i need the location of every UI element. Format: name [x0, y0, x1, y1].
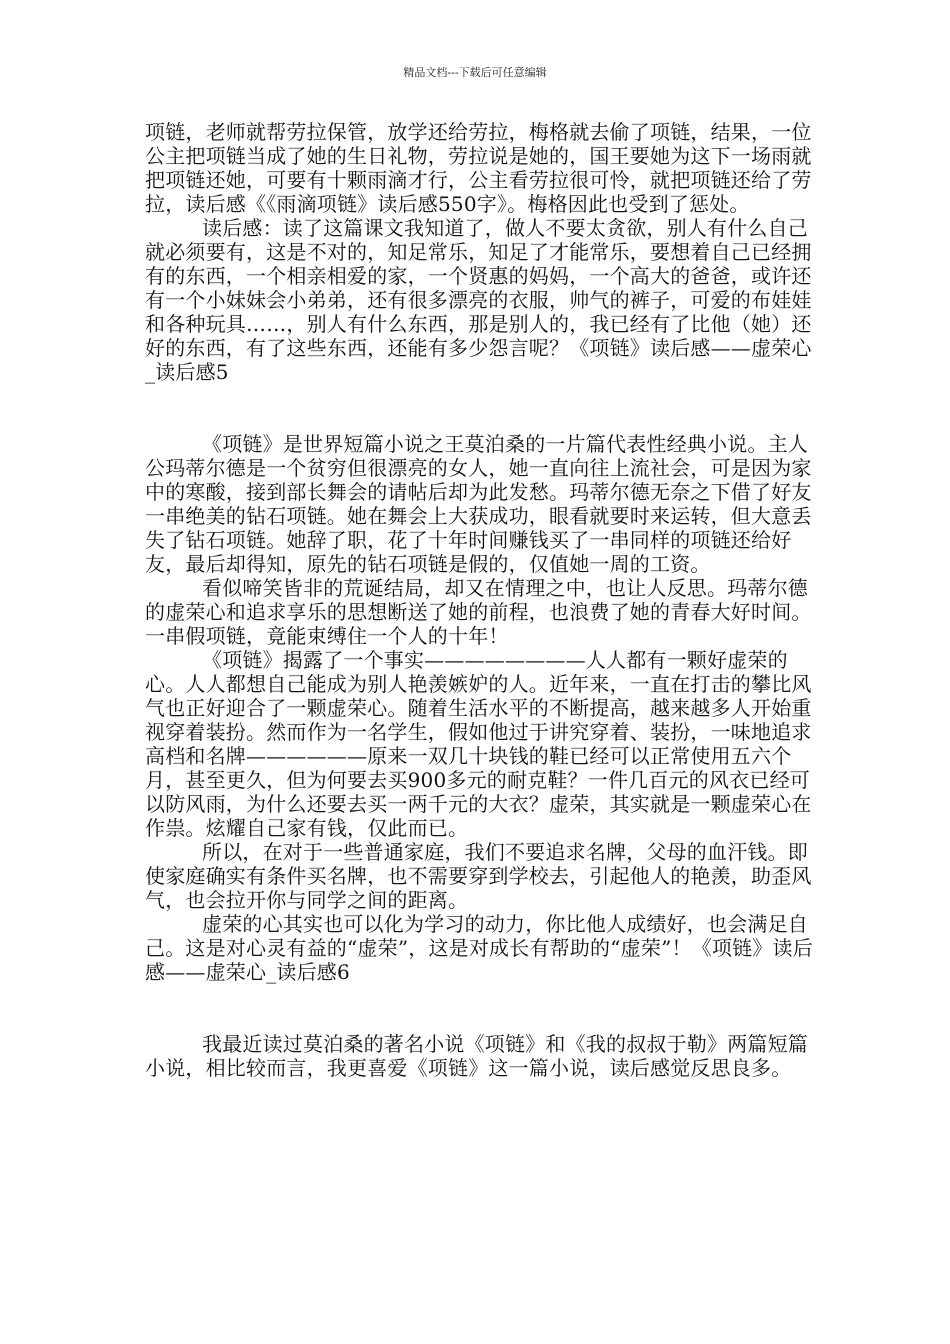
- paragraph-2: 读后感：读了这篇课文我知道了，做人不要太贪欲，别人有什么自己就必须要有，这是不对的，知足常乐，知足了才能常乐，要想着自己已经拥有的东西，一个相亲相爱的家，一个贤惠的妈妈，一个高大的爸爸，或许还有一个小妹妹会小弟弟，还有很多漂亮的衣服，帅气的裤子，可爱的布娃娃和各种玩具……，别人有什么东西，那是别人的，我已经有了比他（她）还好的东西，有了这些东西，还能有多少怨言呢？《项链》读后感——虚荣心_读后感5: [145, 216, 812, 384]
- paragraph-4: 看似啼笑皆非的荒诞结局，却又在情理之中，也让人反思。玛蒂尔德的虚荣心和追求享乐的思想断送了她的前程，也浪费了她的青春大好时间。一串假项链，竟能束缚住一个人的十年！: [145, 576, 812, 648]
- paragraph-1: 项链，老师就帮劳拉保管，放学还给劳拉，梅格就去偷了项链，结果，一位公主把项链当成了她的生日礼物，劳拉说是她的，国王要她为这下一场雨就把项链还她，可要有十颗雨滴才行，公主看劳拉很可怜，就把项链还给了劳拉，读后感《《雨滴项链》读后感550字》。梅格因此也受到了惩处。: [145, 120, 812, 216]
- page-header: 精品文档---下载后可任意编辑: [403, 66, 547, 79]
- paragraph-3: 《项链》是世界短篇小说之王莫泊桑的一片篇代表性经典小说。主人公玛蒂尔德是一个贫穷但很漂亮的女人，她一直向往上流社会，可是因为家中的寒酸，接到部长舞会的请帖后却为此发愁。玛蒂尔德无奈之下借了好友一串绝美的钻石项链。她在舞会上大获成功，眼看就要时来运转，但大意丢失了钻石项链。她辞了职，花了十年时间赚钱买了一串同样的项链还给好友，最后却得知，原先的钻石项链是假的，仅值她一周的工资。: [145, 432, 812, 576]
- paragraph-5: 《项链》揭露了一个事实————————人人都有一颗好虚荣的心。人人都想自己能成为别人艳羡嫉妒的人。近年来，一直在打击的攀比风气也正好迎合了一颗虚荣心。随着生活水平的不断提高，越来越多人开始重视穿着装扮。然而作为一名学生，假如他过于讲究穿着、装扮，一味地追求高档和名牌——————原来一双几十块钱的鞋已经可以正常使用五六个月，甚至更久，但为何要去买900多元的耐克鞋？一件几百元的风衣已经可以防风雨，为什么还要去买一两千元的大衣？虚荣，其实就是一颗虚荣心在作祟。炫耀自己家有钱，仅此而已。: [145, 648, 812, 840]
- paragraph-6: 所以，在对于一些普通家庭，我们不要追求名牌，父母的血汗钱。即使家庭确实有条件买名牌，也不需要穿到学校去，引起他人的艳羡，助歪风气，也会拉开你与同学之间的距离。: [145, 840, 812, 912]
- section-gap: [145, 384, 815, 432]
- paragraph-8: 我最近读过莫泊桑的著名小说《项链》和《我的叔叔于勒》两篇短篇小说，相比较而言，我更喜爱《项链》这一篇小说，读后感觉反思良多。: [145, 1032, 808, 1080]
- section-gap: [145, 984, 815, 1032]
- paragraph-7: 虚荣的心其实也可以化为学习的动力，你比他人成绩好，也会满足自己。这是对心灵有益的“虚荣”，这是对成长有帮助的“虚荣”！《项链》读后感——虚荣心_读后感6: [145, 912, 813, 984]
- document-body: [145, 120, 815, 1080]
